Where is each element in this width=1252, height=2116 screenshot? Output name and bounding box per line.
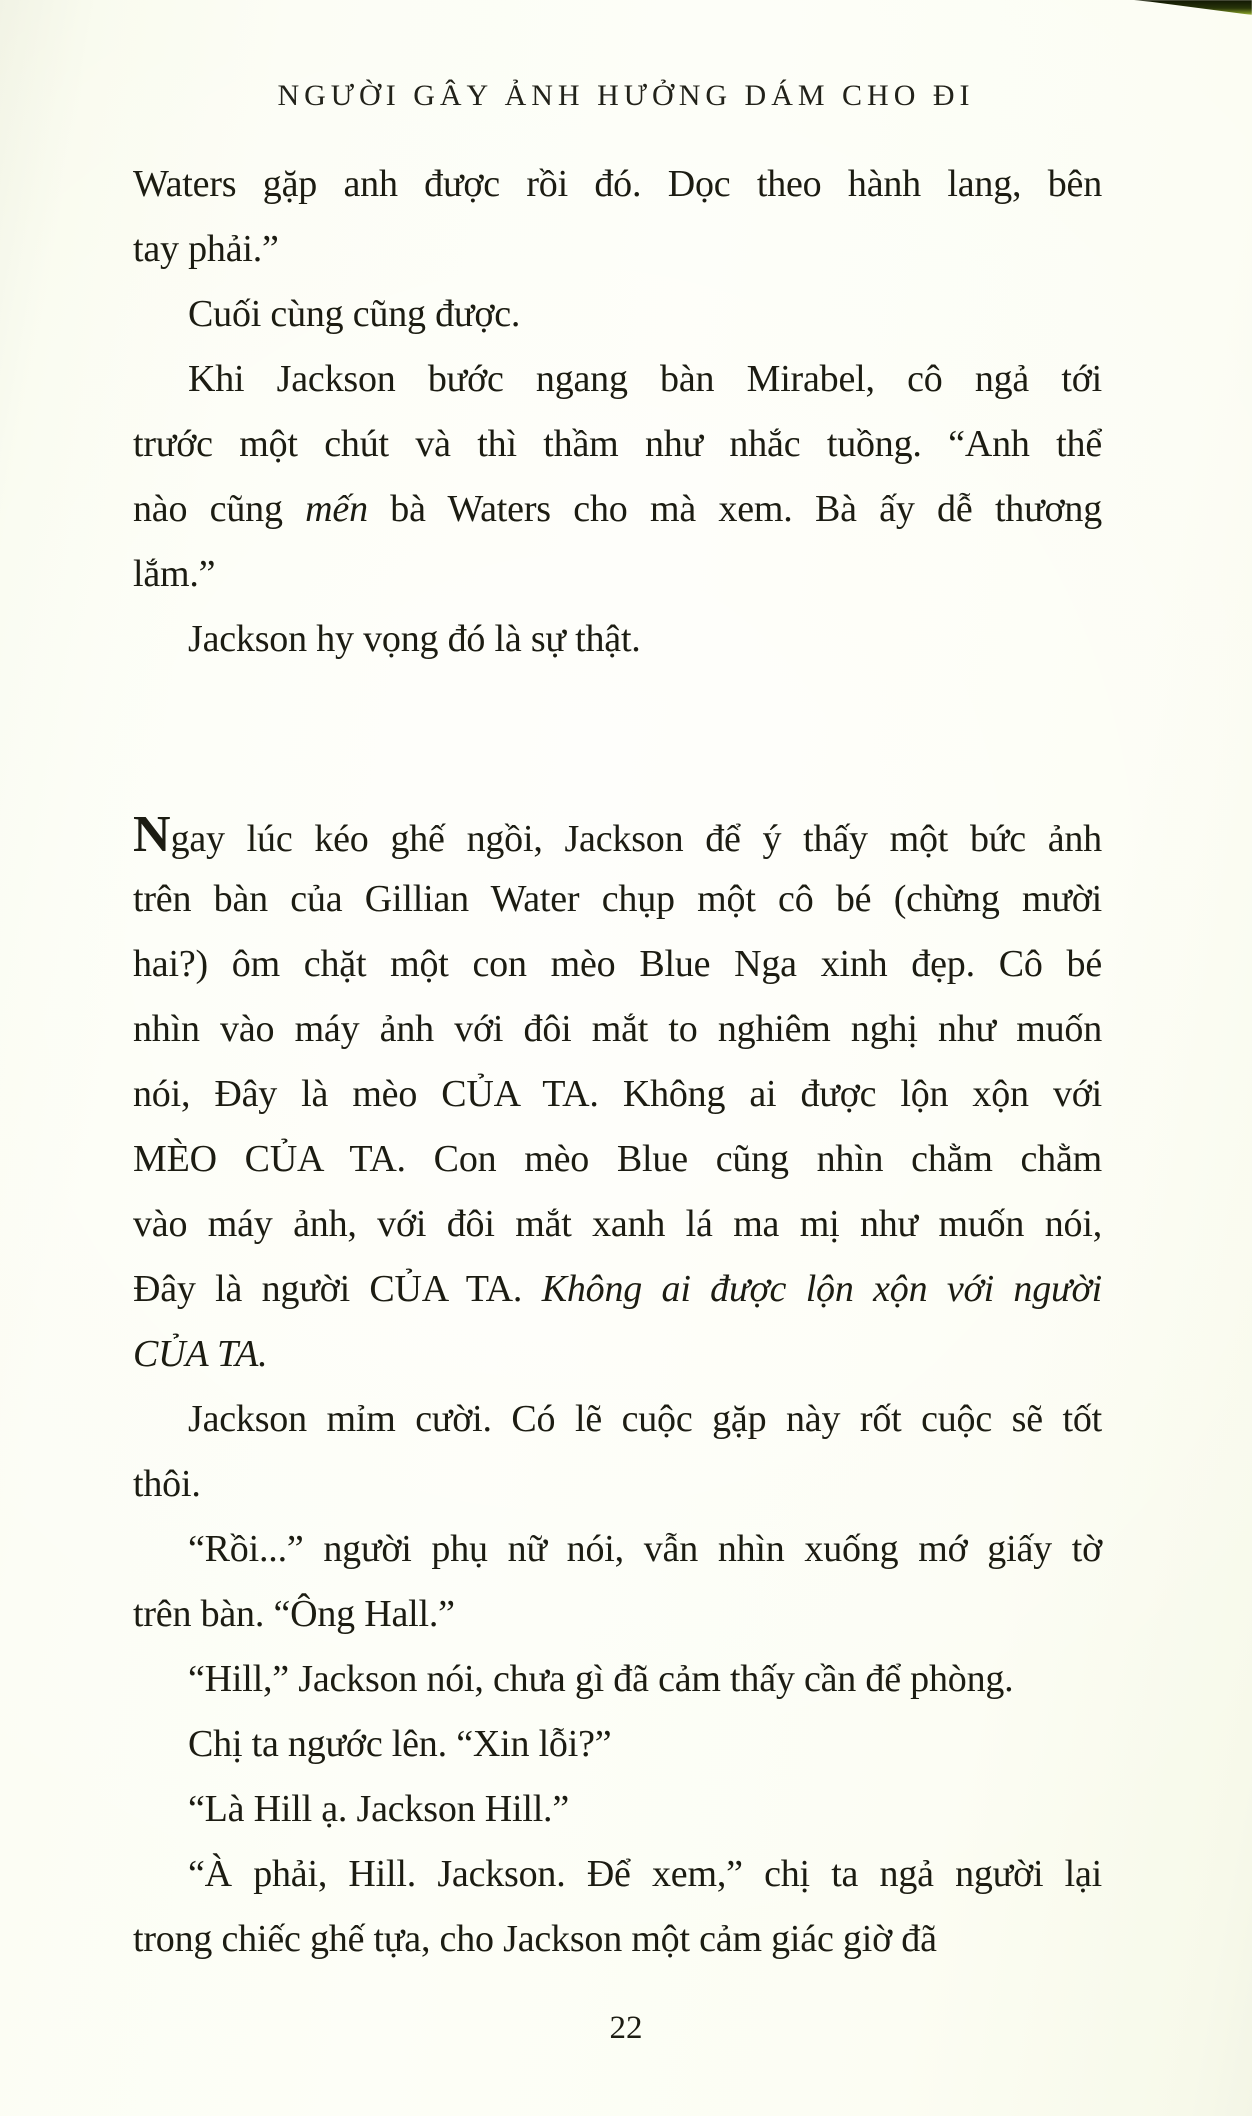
text-line — [133, 1387, 1102, 1452]
text-line — [133, 1907, 1102, 1972]
text-line — [133, 802, 1102, 867]
text-run: CỦA TA. — [133, 1333, 268, 1375]
text-run: Khi Jackson bước ngang bàn Mirabel, cô ngả tới — [188, 358, 1102, 400]
text-run: mến — [305, 488, 368, 530]
text-run: Chị ta ngước lên. “Xin lỗi?” — [188, 1723, 612, 1765]
text-line — [133, 607, 1102, 672]
text-line — [133, 1322, 1102, 1387]
text-run: nhìn vào máy ảnh với đôi mắt to nghiêm nghị như muốn — [133, 1008, 1102, 1050]
initial-capital: N — [133, 806, 171, 863]
text-run: Không ai được lộn xộn với người — [541, 1268, 1102, 1310]
text-run: thôi. — [133, 1463, 201, 1505]
text-line — [133, 997, 1102, 1062]
text-run: bà Waters cho mà xem. Bà ấy dễ thương — [367, 488, 1102, 530]
text-run: “Rồi...” người phụ nữ nói, vẫn nhìn xuống mớ giấy tờ — [188, 1528, 1102, 1570]
text-line — [133, 412, 1102, 477]
text-run: trước một chút và thì thầm như nhắc tuồng. “Anh thể — [133, 423, 1102, 465]
text-line — [133, 1647, 1102, 1712]
text-line — [133, 1257, 1102, 1322]
text-run: Jackson mỉm cười. Có lẽ cuộc gặp này rốt cuộc sẽ tốt — [188, 1398, 1102, 1440]
text-line — [133, 477, 1102, 542]
text-line — [133, 1452, 1102, 1517]
text-run: trong chiếc ghế tựa, cho Jackson một cảm giác giờ đã — [133, 1918, 937, 1960]
text-run: hai?) ôm chặt một con mèo Blue Nga xinh đẹp. Cô bé — [133, 943, 1102, 985]
text-line — [133, 347, 1102, 412]
text-run: trên bàn của Gillian Water chụp một cô bé (chừng mười — [133, 878, 1102, 920]
text-run: MÈO CỦA TA. Con mèo Blue cũng nhìn chằm chằm — [133, 1138, 1102, 1180]
text-run: Waters gặp anh được rồi đó. Dọc theo hành lang, bên — [133, 163, 1102, 205]
text-run: “Là Hill ạ. Jackson Hill.” — [188, 1788, 570, 1830]
body-text — [0, 152, 1252, 1972]
text-run: lắm.” — [133, 553, 216, 595]
text-line — [133, 282, 1102, 347]
text-run: “À phải, Hill. Jackson. Để xem,” chị ta ngả người lại — [188, 1853, 1102, 1895]
text-run: gay lúc kéo ghế ngồi, Jackson để ý thấy một bức ảnh — [170, 818, 1102, 860]
page-number: 22 — [609, 2010, 643, 2046]
text-line — [133, 1127, 1102, 1192]
text-run: Cuối cùng cũng được. — [188, 293, 521, 335]
text-run: “Hill,” Jackson nói, chưa gì đã cảm thấy cần để phòng. — [188, 1658, 1014, 1700]
text-line — [133, 542, 1102, 607]
text-run: nói, Đây là mèo CỦA TA. Không ai được lộn xộn với — [133, 1073, 1102, 1115]
text-run: tay phải.” — [133, 228, 279, 270]
running-header: NGƯỜI GÂY ẢNH HƯỞNG DÁM CHO ĐI — [277, 79, 975, 112]
text-line — [133, 1517, 1102, 1582]
text-line — [133, 152, 1102, 217]
text-run: nào cũng — [133, 488, 306, 530]
text-line — [133, 867, 1102, 932]
text-line — [133, 217, 1102, 282]
text-line — [133, 932, 1102, 997]
text-line — [133, 1842, 1102, 1907]
text-run: Jackson hy vọng đó là sự thật. — [188, 618, 641, 660]
text-line — [133, 1192, 1102, 1257]
text-run: trên bàn. “Ông Hall.” — [133, 1593, 455, 1635]
text-line — [133, 1712, 1102, 1777]
text-line — [133, 1062, 1102, 1127]
text-line — [133, 1582, 1102, 1647]
text-run: Đây là người CỦA TA. — [133, 1268, 542, 1310]
text-run: vào máy ảnh, với đôi mắt xanh lá ma mị như muốn nói, — [133, 1203, 1102, 1245]
text-line — [133, 1777, 1102, 1842]
